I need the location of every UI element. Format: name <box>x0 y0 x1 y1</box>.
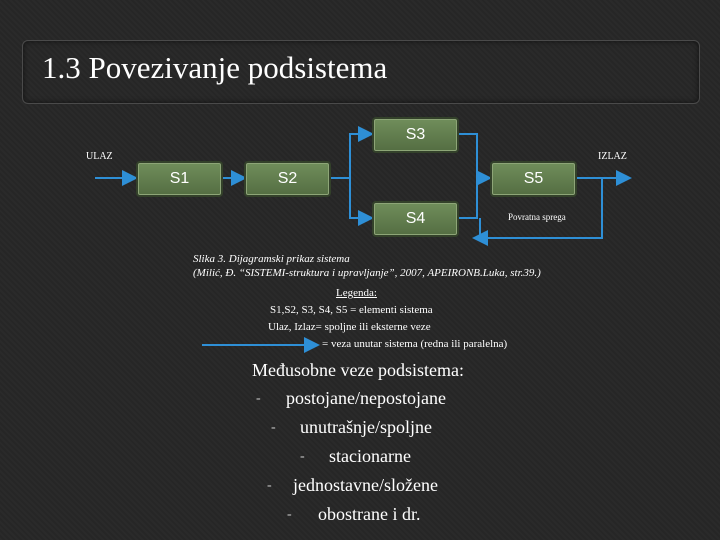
connection-item-3: stacionarne <box>329 446 411 466</box>
legend-line2: Ulaz, Izlaz= spoljne ili eksterne veze <box>268 321 431 333</box>
connection-item-1: postojane/nepostojane <box>286 388 446 408</box>
s3-merge <box>457 134 477 178</box>
bullet-3: - <box>300 449 305 464</box>
legend-title: Legenda: <box>336 287 377 299</box>
connection-item-5: obostrane i dr. <box>318 504 421 524</box>
bullet-5: - <box>287 507 292 522</box>
figure-caption-line2: (Milić, Đ. “SISTEMI-struktura i upravljanje”, 2007, APEIRONB.Luka, str.39.) <box>193 267 541 279</box>
connections-heading: Međusobne veze podsistema: <box>252 360 464 380</box>
slide-title: 1.3 Povezivanje podsistema <box>42 50 388 85</box>
legend-line1: S1,S2, S3, S4, S5 = elementi sistema <box>270 304 433 316</box>
bullet-4: - <box>267 478 272 493</box>
bullet-1: - <box>256 391 261 406</box>
figure-caption-line1: Slika 3. Dijagramski prikaz sistema <box>193 253 350 265</box>
node-s4: S4 <box>374 203 457 235</box>
input-label: ULAZ <box>86 151 113 162</box>
feedback-label: Povratna sprega <box>508 212 566 222</box>
split-to-s4 <box>350 178 370 218</box>
bullet-2: - <box>271 420 276 435</box>
node-s5: S5 <box>492 163 575 195</box>
connection-item-2: unutrašnje/spoljne <box>300 417 432 437</box>
output-label: IZLAZ <box>598 151 627 162</box>
node-s2: S2 <box>246 163 329 195</box>
node-s3: S3 <box>374 119 457 151</box>
connection-item-4: jednostavne/složene <box>293 475 438 495</box>
node-s1: S1 <box>138 163 221 195</box>
split-to-s3 <box>350 134 370 178</box>
s4-merge <box>457 178 477 218</box>
legend-line3: = veza unutar sistema (redna ili paralelna) <box>322 338 508 350</box>
